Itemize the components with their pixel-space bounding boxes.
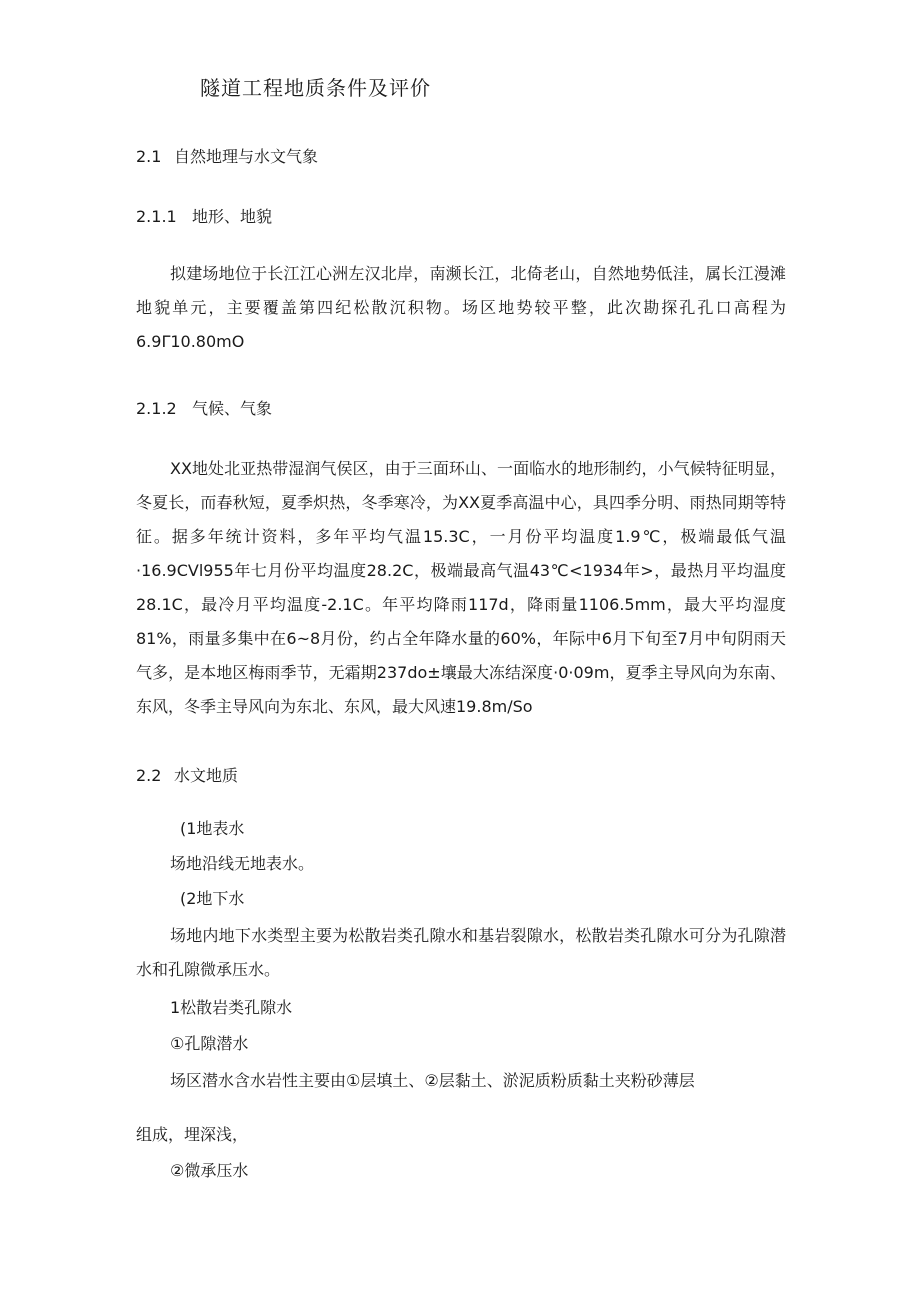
section-title: 气候、气象 [192, 399, 273, 418]
section-heading-2-1-2 [136, 396, 272, 419]
list-item-body: 场地沿线无地表水。 [170, 854, 315, 873]
sub-item-confined-water: ②微承压水 [170, 1161, 249, 1180]
list-item-groundwater: (2地下水 [180, 889, 245, 908]
section-title: 地形、地貌 [192, 207, 273, 226]
paragraph-terrain: 拟建场地位于长江江心洲左汉北岸，南濒长江，北倚老山，自然地势低洼，属长江漫滩地貌单元，主要覆盖第四纪松散沉积物。场区地势较平整，此次勘探孔孔口高程为6.9Γ10.80mO [136, 264, 786, 351]
section-heading-2-1 [136, 144, 318, 167]
sub-item-body: 场区潜水含水岩性主要由①层填土、②层黏土、淤泥质粉质黏土夹粉砂薄层 [170, 1071, 695, 1090]
document-title: 隧道工程地质条件及评价 [200, 76, 431, 100]
section-title: 水文地质 [174, 766, 239, 785]
section-heading-2-2 [136, 763, 238, 786]
sub-item-body-continued: 组成，埋深浅， [136, 1125, 249, 1144]
section-number: 2.1.1 [136, 207, 177, 226]
sub-item-phreatic-water: ①孔隙潜水 [170, 1034, 249, 1053]
section-title: 自然地理与水文气象 [174, 147, 319, 166]
sub-heading-pore-water: 1松散岩类孔隙水 [170, 998, 293, 1017]
paragraph-climate: XX地处北亚热带湿润气侯区，由于三面环山、一面临水的地形制约，小气候特征明显，冬夏长，而春秋短，夏季炽热，冬季寒冷，为XX夏季高温中心，具四季分明、雨热同期等特征。据多年统计资料，多年平均气温15.3C，一月份平均温度1.9℃，极端最低气温·16.9CVl955年七月份平均温度28.2C，极端最高气温43℃<1934年>，最热月平均温度28.1C，最冷月平均温度-2.1C。年平均降雨117d，降雨量1106.5mm，最大平均湿度81%，雨量多集中在6~8月份，约占全年降水量的60%，年际中6月下旬至7月中旬阴雨天气多，是本地区梅雨季节，无霜期237do±壤最大冻结深度·0·09m，夏季主导风向为东南、东风，冬季主导风向为东北、东风，最大风速19.8m∕So [136, 459, 786, 716]
paragraph-groundwater: 场地内地下水类型主要为松散岩类孔隙水和基岩裂隙水，松散岩类孔隙水可分为孔隙潜水和孔隙微承压水。 [136, 926, 786, 979]
section-number: 2.2 [136, 766, 162, 785]
section-number: 2.1.2 [136, 399, 177, 418]
list-item-surface-water: (1地表水 [180, 819, 245, 838]
section-heading-2-1-1 [136, 204, 272, 227]
section-number: 2.1 [136, 147, 162, 166]
